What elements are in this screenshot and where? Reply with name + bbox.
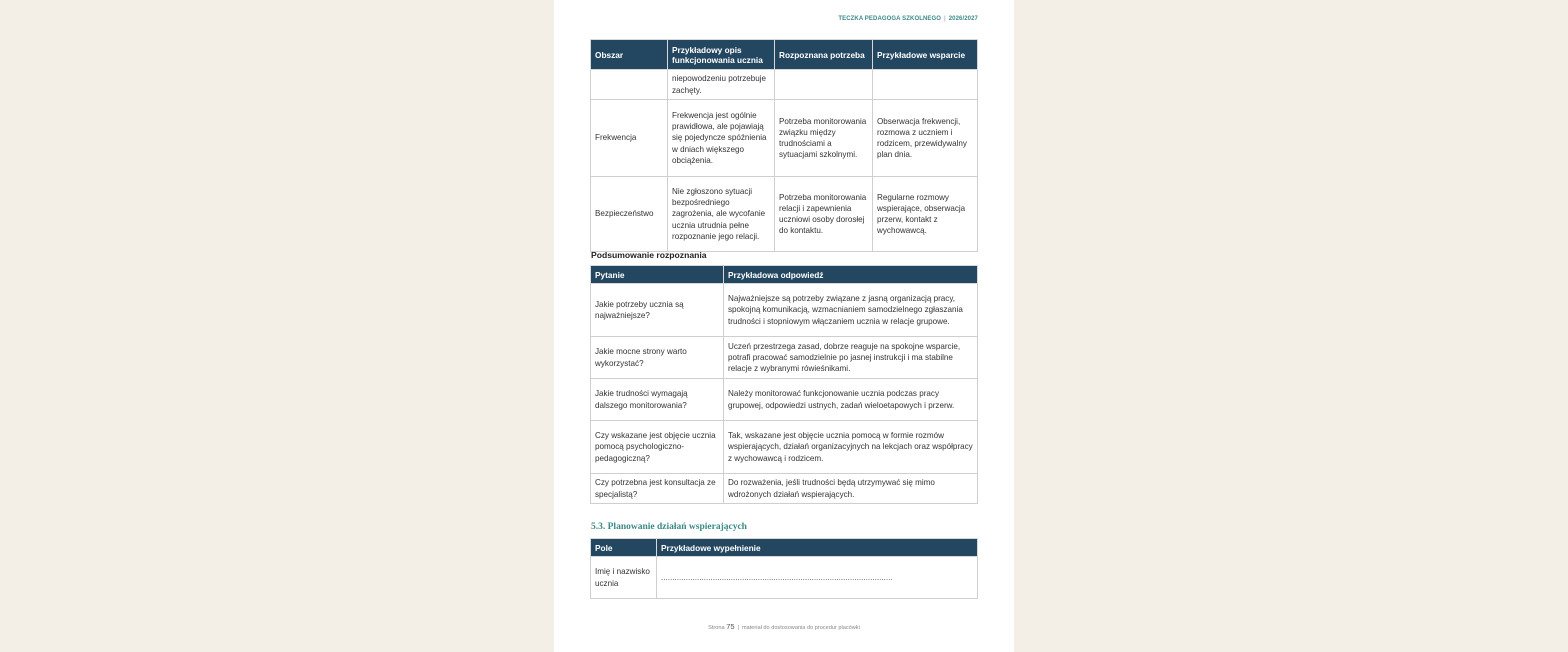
column-header: Przykładowa odpowiedź — [724, 266, 978, 284]
table-row — [591, 421, 978, 474]
planning-table — [590, 538, 978, 599]
table-cell: Potrzeba monitorowania związku między trudnościami a sytuacjami szkolnymi. — [775, 100, 873, 177]
table-row — [591, 337, 978, 379]
column-header: Obszar — [591, 40, 668, 70]
question-cell: Jakie mocne strony warto wykorzystać? — [591, 337, 724, 379]
table-cell: Frekwencja — [591, 100, 668, 177]
table-row — [591, 70, 978, 100]
answer-cell: Uczeń przestrzega zasad, dobrze reaguje na spokojne wsparcie, potrafi pracować samodzielnie po jasnej instrukcji i ma stabilne relacje z wybranymi rówieśnikami. — [724, 337, 978, 379]
question-cell: Czy wskazane jest objęcie ucznia pomocą psychologiczno-pedagogiczną? — [591, 421, 724, 474]
fill-in-line[interactable]: ....................................................................................................... — [657, 557, 978, 599]
table-cell — [591, 70, 668, 100]
table-header-row — [591, 40, 978, 70]
page-number: 75 — [726, 622, 735, 631]
table-row — [591, 557, 978, 599]
table-row — [591, 100, 978, 177]
table-cell: Frekwencja jest ogólnie prawidłowa, ale pojawiają się pojedyncze spóźnienia w dniach większego obciążenia. — [668, 100, 775, 177]
table-cell: Potrzeba monitorowania relacji i zapewnienia uczniowi osoby dorosłej do kontaktu. — [775, 177, 873, 252]
answer-cell: Do rozważenia, jeśli trudności będą utrzymywać się mimo wdrożonych działań wspierających. — [724, 474, 978, 504]
field-label-cell: Imię i nazwisko ucznia — [591, 557, 657, 599]
table-row — [591, 284, 978, 337]
answer-cell: Należy monitorować funkcjonowanie ucznia podczas pracy grupowej, odpowiedzi ustnych, zadań wieloetapowych i przerw. — [724, 379, 978, 421]
summary-table — [590, 265, 978, 504]
column-header: Przykładowe wypełnienie — [657, 539, 978, 557]
page-footer — [554, 622, 1014, 631]
table-cell: Nie zgłoszono sytuacji bezpośredniego zagrożenia, ale wycofanie ucznia utrudnia pełne rozpoznanie jego relacji. — [668, 177, 775, 252]
running-header — [838, 16, 978, 22]
header-year: 2026/2027 — [948, 16, 978, 22]
functioning-table — [590, 39, 978, 252]
column-header: Pole — [591, 539, 657, 557]
table-row — [591, 177, 978, 252]
table-cell: Bezpieczeństwo — [591, 177, 668, 252]
table-header-row — [591, 539, 978, 557]
question-cell: Jakie potrzeby ucznia są najważniejsze? — [591, 284, 724, 337]
table-cell: niepowodzeniu potrzebuje zachęty. — [668, 70, 775, 100]
section-title: 5.3. Planowanie działań wspierających — [591, 522, 747, 532]
column-header: Rozpoznana potrzeba — [775, 40, 873, 70]
footer-separator: | — [737, 625, 739, 631]
table-cell: Obserwacja frekwencji, rozmowa z uczniem i rodzicem, przewidywalny plan dnia. — [873, 100, 978, 177]
table-row — [591, 379, 978, 421]
summary-title: Podsumowanie rozpoznania — [591, 250, 707, 260]
document-page — [554, 0, 1014, 652]
answer-cell: Najważniejsze są potrzeby związane z jasną organizacją pracy, spokojną komunikacją, wzmacnianiem samodzielnego zgłaszania trudności i stopniowym włączaniem ucznia w relacje grupowe. — [724, 284, 978, 337]
column-header: Przykładowy opis funkcjonowania ucznia — [668, 40, 775, 70]
footer-note: materiał do dostosowania do procedur placówki — [741, 625, 860, 631]
column-header: Pytanie — [591, 266, 724, 284]
header-separator: | — [944, 16, 946, 22]
table-cell: Regularne rozmowy wspierające, obserwacja przerw, kontakt z wychowawcą. — [873, 177, 978, 252]
table-cell — [873, 70, 978, 100]
table-row — [591, 474, 978, 504]
question-cell: Czy potrzebna jest konsultacja ze specjalistą? — [591, 474, 724, 504]
table-cell — [775, 70, 873, 100]
header-title: TECZKA PEDAGOGA SZKOLNEGO — [838, 16, 942, 22]
page-label: Strona — [708, 625, 725, 631]
table-header-row — [591, 266, 978, 284]
answer-cell: Tak, wskazane jest objęcie ucznia pomocą w formie rozmów wspierających, działań organizacyjnych na lekcjach oraz współpracy z wychowawcą i rodzicem. — [724, 421, 978, 474]
column-header: Przykładowe wsparcie — [873, 40, 978, 70]
question-cell: Jakie trudności wymagają dalszego monitorowania? — [591, 379, 724, 421]
